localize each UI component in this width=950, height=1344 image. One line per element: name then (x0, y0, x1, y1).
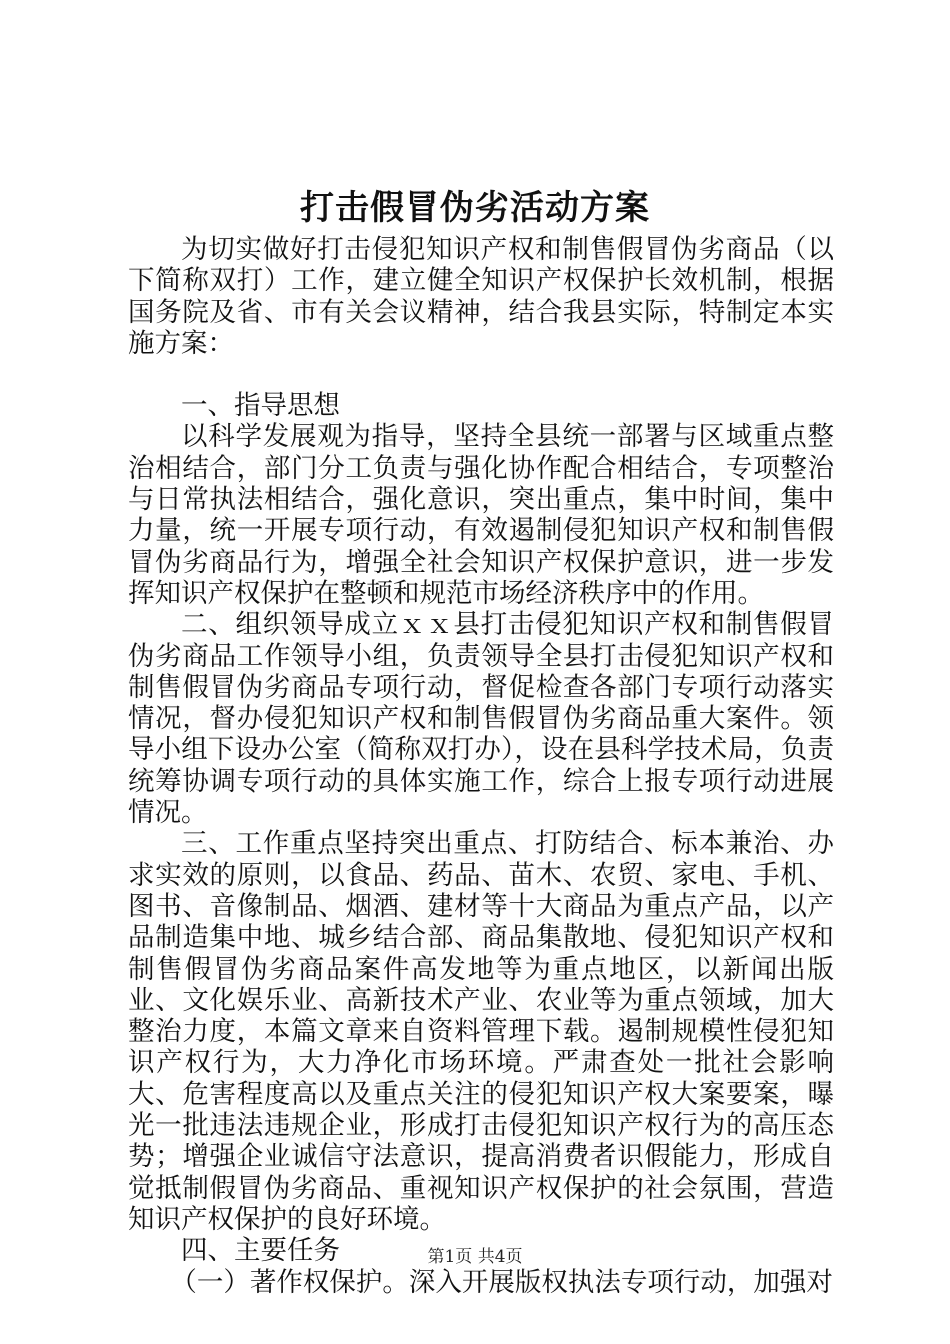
paragraph-gap (128, 359, 834, 390)
guiding-ideology-paragraph: 以科学发展观为指导，坚持全县统一部署与区域重点整治相结合，部门分工负责与强化协作配合相结合，专项整治与日常执法相结合，强化意识，突出重点，集中时间，集中力量，统一开展专项行动，有效遏制侵犯知识产权和制售假冒伪劣商品行为，增强全社会知识产权保护意识，进一步发挥知识产权保护在整顿和规范市场经济秩序中的作用。 (128, 421, 834, 609)
document-title: 打击假冒伪劣活动方案 (300, 188, 650, 228)
copyright-protection-paragraph: （一）著作权保护。深入开展版权执法专项行动，加强对 (170, 1266, 833, 1298)
document-body (128, 234, 834, 1298)
page-number-footer: 第1页 共4页 (427, 1247, 523, 1267)
intro-paragraph: 为切实做好打击侵犯知识产权和制售假冒伪劣商品（以下简称双打）工作，建立健全知识产权保护长效机制，根据国务院及省、市有关会议精神，结合我县实际，特制定本实施方案： (128, 234, 834, 359)
work-focus-paragraph: 三、工作重点坚持突出重点、打防结合、标本兼治、办求实效的原则，以食品、药品、苗木、农贸、家电、手机、图书、音像制品、烟酒、建材等十大商品为重点产品，以产品制造集中地、城乡结合部、商品集散地、侵犯知识产权和制售假冒伪劣商品案件高发地等为重点地区，以新闻出版业、文化娱乐业、高新技术产业、农业等为重点领域，加大整治力度，本篇文章来自资料管理下载。遏制规模性侵犯知识产权行为，大力净化市场环境。严肃查处一批社会影响大、危害程度高以及重点关注的侵犯知识产权大案要案，曝光一批违法违规企业，形成打击侵犯知识产权行为的高压态势；增强企业诚信守法意识，提高消费者识假能力，形成自觉抵制假冒伪劣商品、重视知识产权保护的社会氛围，营造知识产权保护的良好环境。 (128, 828, 834, 1235)
section-heading-main-tasks: 四、主要任务 (181, 1235, 340, 1267)
organization-leadership-paragraph: 二、组织领导成立ｘｘ县打击侵犯知识产权和制售假冒伪劣商品工作领导小组，负责领导全县打击侵犯知识产权和制售假冒伪劣商品专项行动，督促检查各部门专项行动落实情况，督办侵犯知识产权和制售假冒伪劣商品重大案件。领导小组下设办公室（简称双打办），设在县科学技术局，负责统筹协调专项行动的具体实施工作，综合上报专项行动进展情况。 (128, 609, 834, 829)
section-heading-guiding-ideology: 一、指导思想 (181, 390, 340, 422)
